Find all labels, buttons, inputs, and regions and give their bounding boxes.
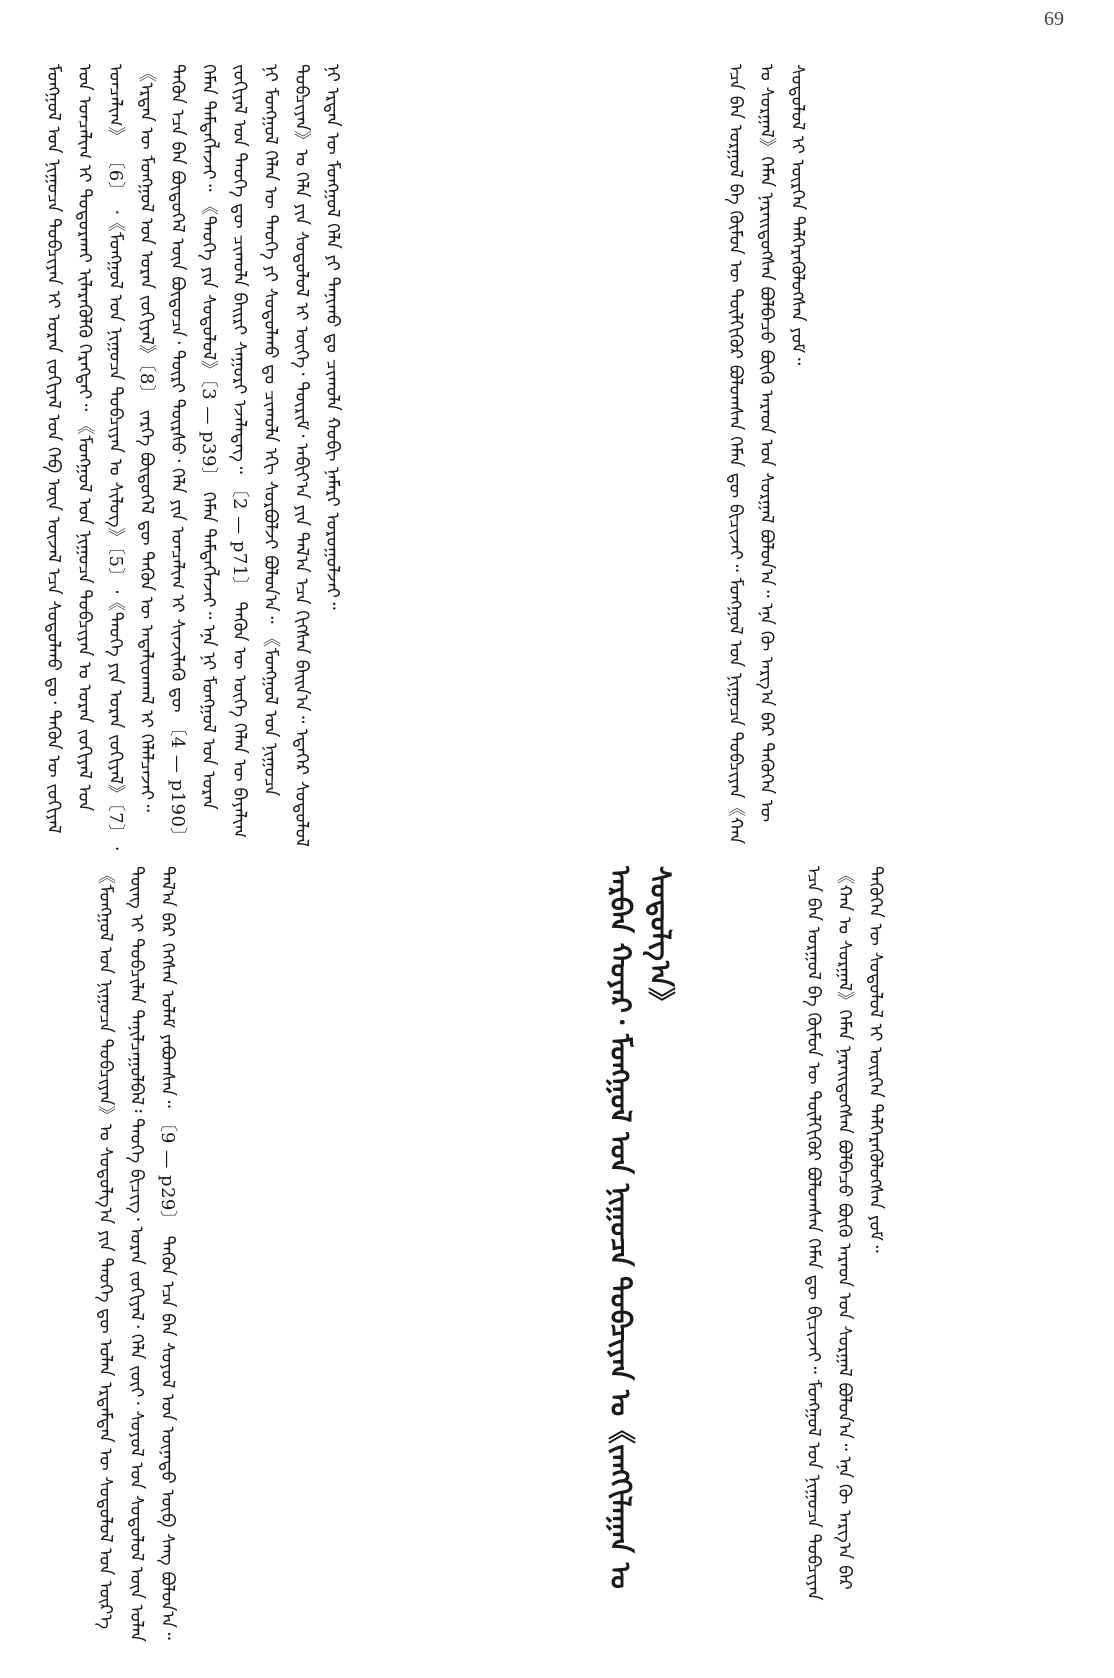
left-paragraph-3: ᠲᠡᠭᠦᠨ ᠡᠴᠡ ᠪᠠᠨ ᠪᠦᠲᠦᠭᠡᠯ ᠦᠨ ᠪᠦᠲᠦᠴᠡ᠂ ᠳᠦᠷᠢ ᠳᠦᠷᠰᠦ᠂ ᠬᠡᠯᠡ ᠶᠢᠨ ᠣᠨᠴᠠᠯᠢᠭ ᠢ ᠰᠢᠨᠵᠢᠯᠡᠬᠦ ᠳᠦ 〔4 — p190〕 ᠬᠡᠮᠡᠨ ᠲᠡᠮᠳᠡᠭᠯᠡᠵᠡᠢ᠃ 《ᠲᠡᠦᠬᠡ ᠶᠢᠨ ᠰᠤᠳᠤᠯᠤᠯ》〔3 — p39〕 ᠬᠡᠮᠡᠨ ᠲᠡᠮᠳᠡᠭᠯᠡᠵᠡᠢ᠃ (167, 64, 219, 846)
right-bottom-paragraph: 《ᠮᠣᠩᠭᠣᠯ ᠤᠨ ᠨᠢᠭᠤᠴᠠ ᠲᠣᠪᠴᠢᠶᠠᠨ》ᠤ ᠰᠤᠳᠤᠯᠭ᠎ᠠ ᠶᠢᠨ ᠲᠡᠦᠬᠡ ᠳᠦ ᠣᠯᠠᠨ ᠡᠷᠳᠡᠮᠲᠡᠨ ᠦ ᠰᠤᠳᠤᠯᠤᠯ ᠤᠨ ᠦᠷ᠎ᠡ ᠳᠦᠩ ᠢ ᠲᠣᠪᠴᠢᠯᠠᠨ ᠲᠠᠨᠢᠯᠴᠠᠭᠤᠯᠪᠠᠯ᠄ ᠲᠡᠦᠬᠡ ᠪᠢᠴᠢᠭ᠂ ᠤᠷᠠᠨ ᠵᠣᠬᠢᠶᠠᠯ᠂ ᠬᠡᠯᠡ ᠵᠦᠢ᠂ ᠰᠣᠶᠣᠯ ᠤᠨ ᠰᠤᠳᠤᠯᠤᠯ ᠦᠨ ᠣᠯᠠᠨ ᠲᠠᠯ᠎ᠠ ᠪᠠᠷ ᠬᠡᠭᠰᠡᠨ ᠤᠯᠠᠮ ᠶᠠᠪᠤᠭᠰᠠᠨ᠃ 〔9 — p29〕 ᠲᠡᠭᠦᠨ ᠡᠴᠡ ᠪᠠᠨ ᠰᠣᠶᠣᠯ ᠤᠨ ᠦᠨᠡᠲᠦ ᠥᠪ ᠰᠠᠩ ᠪᠣᠯᠤᠨ᠎ᠠ᠃ (95, 866, 178, 1642)
left-text-block (38, 64, 693, 854)
page-number: 69 (1044, 8, 1064, 30)
right-upper-text-block (720, 64, 1050, 854)
left-paragraph-1: ᠮᠣᠩᠭᠣᠯ ᠤᠨ ᠨᠢᠭᠤᠴᠠ ᠲᠣᠪᠴᠢᠶᠠᠨ ᠢ ᠤᠷᠠᠨ ᠵᠣᠬᠢᠶᠠᠯ ᠤᠨ ᠬᠡᠪ ᠦᠨ ᠦᠵᠡᠯ ᠡᠴᠡ ᠰᠤᠳᠤᠯᠬᠤ ᠳᠤ᠂ ᠲᠡᠭᠦᠨ ᠦ ᠵᠣᠬᠢᠶᠠᠯ ᠤᠨ ᠣᠨᠴᠠᠯᠢᠭ ᠢ ᠲᠣᠳᠣᠷᠬᠠᠶ ᠢᠯᠡᠷᠡᠭᠦᠯᠬᠦ ᠬᠡᠷᠡᠭᠲᠡᠢ᠃ (43, 64, 95, 834)
left-paragraph-5: 《ᠮᠣᠩᠭᠣᠯ ᠤᠨ ᠨᠢᠭᠤᠴᠠ ᠲᠣᠪᠴᠢᠶᠠᠨ》ᠤ ᠬᠡᠯᠡ ᠶᠢᠨ ᠰᠤᠳᠤᠯᠤᠯ ᠢ ᠦᠭᠡ᠂ ᠳᠦᠷᠢᠮ᠂ ᠠᠪᠢᠶ᠎ᠠ ᠶᠢᠨ ᠲᠠᠯ᠎ᠠ ᠡᠴᠡ ᠬᠢᠭᠰᠡᠨ ᠪᠠᠢᠨ᠎ᠠ᠃ ᠡᠳᠡᠭᠡᠷ ᠰᠤᠳᠤᠯᠤᠯ ᠨᠢ ᠡᠷᠲᠡᠨ ᠦ ᠮᠣᠩᠭᠣᠯ ᠬᠡᠯᠡ ᠶᠢ ᠲᠠᠨᠢᠬᠤ ᠳᠤ ᠴᠢᠬᠤᠯᠠ ᠬᠤᠪᠢ ᠨᠡᠮᠡᠷᠢ ᠣᠷᠣᠭᠤᠯᠵᠠᠢ᠃ (260, 64, 343, 847)
right-top-text-block (798, 866, 1058, 1646)
right-bottom-text-block (90, 866, 590, 1646)
right-top-paragraph: ᠡᠴᠡ ᠪᠠᠨ ᠤᠷᠭᠤᠯ ᠪᠠ ᠬᠦᠮᠦᠨ ᠦ ᠲᠦᠯᠬᠢᠭᠦᠷ ᠪᠣᠯᠤᠭᠰᠠᠨ ᠬᠡᠮᠡᠨ ᠳᠦ ᠪᠢᠴᠢᠵᠡᠢ᠃ ᠮᠣᠩᠭᠣᠯ ᠤᠨ ᠨᠢᠭᠤᠴᠠ ᠲᠣᠪᠴᠢᠶᠠᠨ《ᠬᠠᠨ ᠤ ᠰᠤᠷᠭᠠᠯ》ᠬᠡᠮᠡᠨ ᠨᠡᠷᠡᠢᠳᠦᠭᠰᠡᠨ ᠪᠣᠯᠪᠠᠴᠤ ᠪᠦᠬᠦ ᠠᠷᠠᠳ ᠤᠨ ᠰᠤᠷᠭᠠᠯ ᠪᠣᠯᠤᠨ᠎ᠠ᠃ ᠡᠨᠡ ᠬᠦ ᠠᠷᠭ᠎ᠠ ᠪᠠᠷ ᠲᠡᠭᠦᠬᠡᠨ ᠦ ᠰᠤᠳᠤᠯᠤᠯ ᠢ ᠥᠷᠭᠡᠨ ᠳᠡᠯᠭᠡᠷᠡᠭᠦᠯᠦᠭᠰᠡᠨ ᠶᠤᠮ᠃ (803, 866, 886, 1601)
left-paragraph-2: 《ᠮᠣᠩᠭᠣᠯ ᠤᠨ ᠨᠢᠭᠤᠴᠠ ᠲᠣᠪᠴᠢᠶᠠᠨ ᠤ ᠤᠷᠠᠨ ᠵᠣᠬᠢᠶᠠᠯ ᠤᠨ ᠣᠨᠴᠠᠯᠢᠭ》 〔6〕 ᠂《ᠮᠣᠩᠭᠣᠯ ᠤᠨ ᠨᠢᠭᠤᠴᠠ ᠲᠣᠪᠴᠢᠶᠠᠨ ᠤ ᠰᠢᠯᠦᠭ》〔5〕᠂《ᠲᠡᠦᠬᠡ ᠶᠢᠨ ᠤᠷᠠᠨ ᠵᠣᠬᠢᠶᠠᠯ》〔7〕᠂《ᠡᠷᠲᠡᠨ ᠦ ᠮᠣᠩᠭᠣᠯ ᠤᠨ ᠤᠷᠠᠨ ᠵᠣᠬᠢᠶᠠᠯ》〔8〕 ᠵᠡᠷᠭᠡ ᠪᠦᠲᠦᠭᠡᠯ ᠳᠦ ᠲᠡᠭᠦᠨ ᠦ ᠠᠳᠠᠯᠢᠳᠬᠠᠯ ᠢ ᠬᠡᠯᠡᠯᠴᠡᠵᠡᠢ᠃ (74, 64, 157, 851)
right-upper-paragraph: ᠡᠴᠡ ᠪᠠᠨ ᠤᠷᠭᠤᠯ ᠪᠠ ᠬᠦᠮᠦᠨ ᠦ ᠲᠦᠯᠬᠢᠭᠦᠷ ᠪᠣᠯᠤᠭᠰᠠᠨ ᠬᠡᠮᠡᠨ ᠳᠦ ᠪᠢᠴᠢᠵᠡᠢ᠃ ᠮᠣᠩᠭᠣᠯ ᠤᠨ ᠨᠢᠭᠤᠴᠠ ᠲᠣᠪᠴᠢᠶᠠᠨ《ᠬᠠᠨ ᠤ ᠰᠤᠷᠭᠠᠯ》ᠬᠡᠮᠡᠨ ᠨᠡᠷᠡᠢᠳᠦᠭᠰᠡᠨ ᠪᠣᠯᠪᠠᠴᠤ ᠪᠦᠬᠦ ᠠᠷᠠᠳ ᠤᠨ ᠰᠤᠷᠭᠠᠯ ᠪᠣᠯᠤᠨ᠎ᠠ᠃ ᠡᠨᠡ ᠬᠦ ᠠᠷᠭ᠎ᠠ ᠪᠠᠷ ᠲᠡᠭᠦᠬᠡᠨ ᠦ ᠰᠤᠳᠤᠯᠤᠯ ᠢ ᠥᠷᠭᠡᠨ ᠳᠡᠯᠭᠡᠷᠡᠭᠦᠯᠦᠭᠰᠡᠨ ᠶᠤᠮ᠃ (725, 64, 808, 845)
section-heading: ᠠᠷᠪᠠᠨ ᠬᠣᠶᠠᠷ᠂ ᠮᠣᠩᠭᠣᠯ ᠤᠨ ᠨᠢᠭᠤᠴᠠ ᠲᠣᠪᠴᠢᠶᠠᠨ ᠤ《ᠵᠠᠩᠭᠢᠯᠠᠭᠠᠨ ᠤ ᠰᠤᠳᠤᠯᠭ᠎ᠠ》 (604, 866, 677, 1589)
left-paragraph-4: ᠡᠨᠡ ᠨᠢ ᠮᠣᠩᠭᠣᠯ ᠤᠨ ᠤᠷᠠᠨ ᠵᠣᠬᠢᠶᠠᠯ ᠤᠨ ᠲᠡᠦᠬᠡ ᠳᠦ ᠴᠢᠬᠤᠯᠠ ᠪᠠᠢᠷᠢ ᠰᠠᠭᠤᠷᠢ ᠡᠵᠡᠯᠡᠳᠡᠭ᠃ 〔2 — p71〕 ᠲᠡᠭᠦᠨ ᠦ ᠦᠭᠡ ᠬᠡᠯᠡᠨ ᠦ ᠪᠠᠶᠠᠯᠢᠭ ᠨᠢ ᠮᠣᠩᠭᠣᠯ ᠬᠡᠯᠡᠨ ᠦ ᠲᠡᠦᠬᠡ ᠶᠢ ᠰᠤᠳᠤᠯᠬᠤ ᠳᠤ ᠴᠢᠬᠤᠯᠠ ᠡᠬᠢ ᠰᠤᠷᠪᠤᠯᠵᠢ ᠪᠣᠯᠤᠨ᠎ᠠ᠃ (198, 64, 281, 839)
